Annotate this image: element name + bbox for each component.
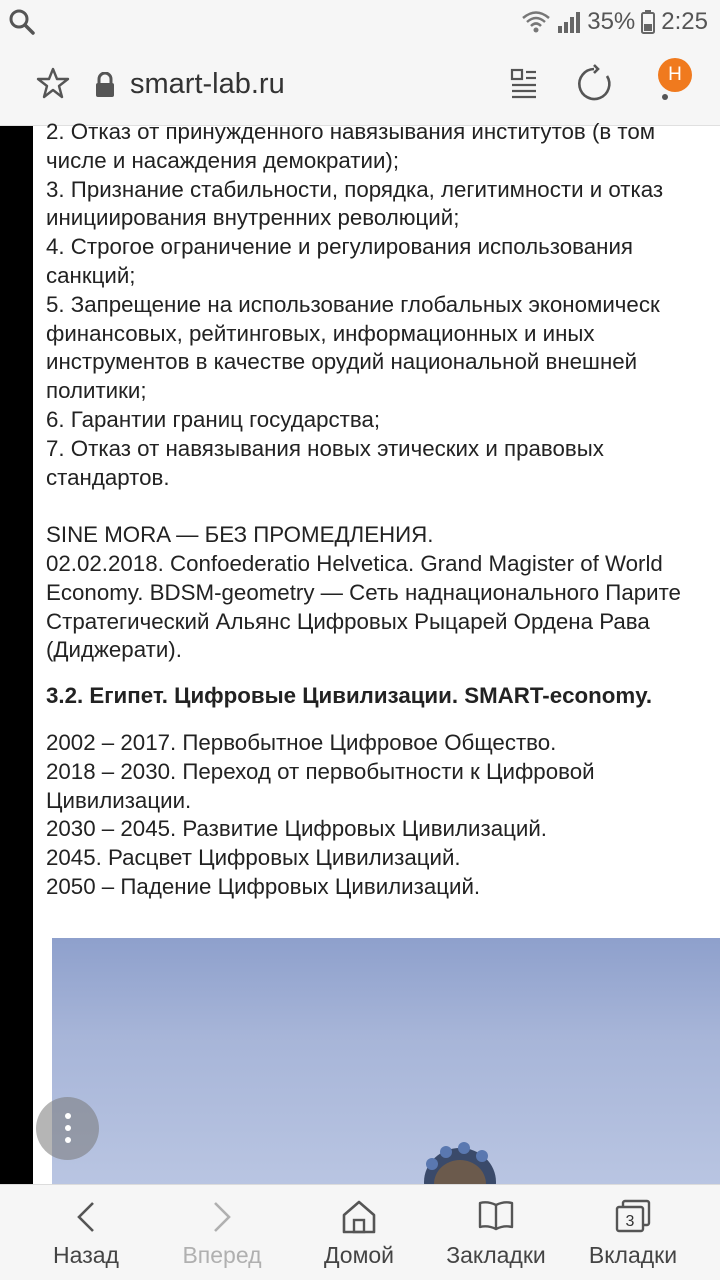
left-margin-bar (0, 126, 33, 1184)
home-icon (340, 1197, 378, 1237)
forward-label: Вперед (182, 1242, 262, 1268)
forward-button[interactable] (150, 1185, 294, 1280)
text-line: 2050 – Падение Цифровых Цивилизаций. (46, 873, 481, 899)
text-line: политики; (46, 378, 147, 404)
floating-more-button[interactable] (36, 1097, 99, 1160)
paragraph-gap (46, 492, 720, 521)
bottom-navigation (0, 1184, 720, 1280)
back-label: Назад (53, 1242, 119, 1268)
more-vertical-icon-dot (65, 1137, 71, 1143)
back-button[interactable] (14, 1185, 158, 1280)
text-line: Цивилизации. (46, 787, 192, 813)
profile-badge[interactable]: Н (658, 58, 692, 92)
status-bar (0, 0, 720, 44)
reader-mode-icon[interactable] (508, 66, 540, 107)
bookmarks-button[interactable] (424, 1185, 568, 1280)
url-field[interactable]: smart-lab.ru (130, 68, 285, 100)
text-line: числе и насаждения демократии); (46, 147, 400, 173)
tabs-count: 3 (625, 1213, 635, 1230)
text-line: 7. Отказ от навязывания новых этических и правовых (46, 435, 604, 461)
home-label: Домой (323, 1242, 395, 1268)
text-line: (Диджерати). (46, 637, 182, 663)
text-line: 2030 – 2045. Развитие Цифровых Цивилизаций. (46, 816, 547, 842)
wifi-icon (521, 10, 551, 34)
reload-icon[interactable] (574, 64, 614, 109)
signal-icon (557, 10, 581, 34)
section-heading: 3.2. Египет. Цифровые Цивилизации. SMART-economy. (46, 683, 653, 709)
text-line: инициирования внутренних революций; (46, 205, 460, 231)
text-line: финансовых, рейтинговых, информационных и иных (46, 320, 595, 346)
text-line: 2045. Расцвет Цифровых Цивилизаций. (46, 845, 461, 871)
text-line: 02.02.2018. Confoederatio Helvetica. Grand Magister of World (46, 550, 663, 576)
more-vertical-icon-dot (65, 1125, 71, 1131)
star-icon[interactable] (36, 66, 70, 105)
address-bar (0, 44, 720, 126)
text-line: Стратегический Альянс Цифровых Рыцарей Ордена Рава (46, 608, 650, 634)
text-line: санкций; (46, 262, 136, 288)
battery-icon (641, 10, 655, 34)
lock-icon (94, 72, 116, 103)
article-image[interactable] (52, 938, 720, 1184)
book-icon (476, 1197, 516, 1237)
text-line: стандартов. (46, 464, 170, 490)
more-vertical-icon (65, 1113, 71, 1119)
text-line: 6. Гарантии границ государства; (46, 406, 381, 432)
text-line: 5. Запрещение на использование глобальных экономическ (46, 291, 660, 317)
clock: 2:25 (661, 8, 708, 35)
article-body (46, 118, 720, 902)
chevron-right-icon (207, 1197, 237, 1237)
tabs-button[interactable] (561, 1185, 705, 1280)
text-line: 2. Отказ от принужденного навязывания институтов (в том (46, 119, 656, 144)
battery-percent: 35% (587, 8, 636, 35)
tabs-label: Вкладки (588, 1242, 678, 1268)
search-icon[interactable] (8, 8, 36, 36)
bookmarks-label: Закладки (446, 1242, 546, 1268)
text-line: инструментов в качестве орудий национальной внешней (46, 349, 638, 375)
person-head-shape (412, 1134, 502, 1184)
text-line: 4. Строгое ограничение и регулирования использования (46, 234, 633, 260)
status-indicators (521, 6, 708, 38)
text-line: SINE MORA — БЕЗ ПРОМЕДЛЕНИЯ. (46, 522, 434, 548)
text-line: Economy. BDSM-geometry — Сеть наднационального Парите (46, 579, 681, 605)
home-button[interactable] (287, 1185, 431, 1280)
tabs-icon (613, 1197, 653, 1237)
chevron-left-icon (71, 1197, 101, 1237)
text-line: 3. Признание стабильности, порядка, легитимности и отказ (46, 176, 664, 202)
more-menu-button[interactable] (650, 66, 690, 110)
more-vertical-icon (662, 94, 668, 100)
text-line: 2018 – 2030. Переход от первобытности к Цифровой (46, 758, 595, 784)
text-line: 2002 – 2017. Первобытное Цифровое Общество. (46, 729, 557, 755)
